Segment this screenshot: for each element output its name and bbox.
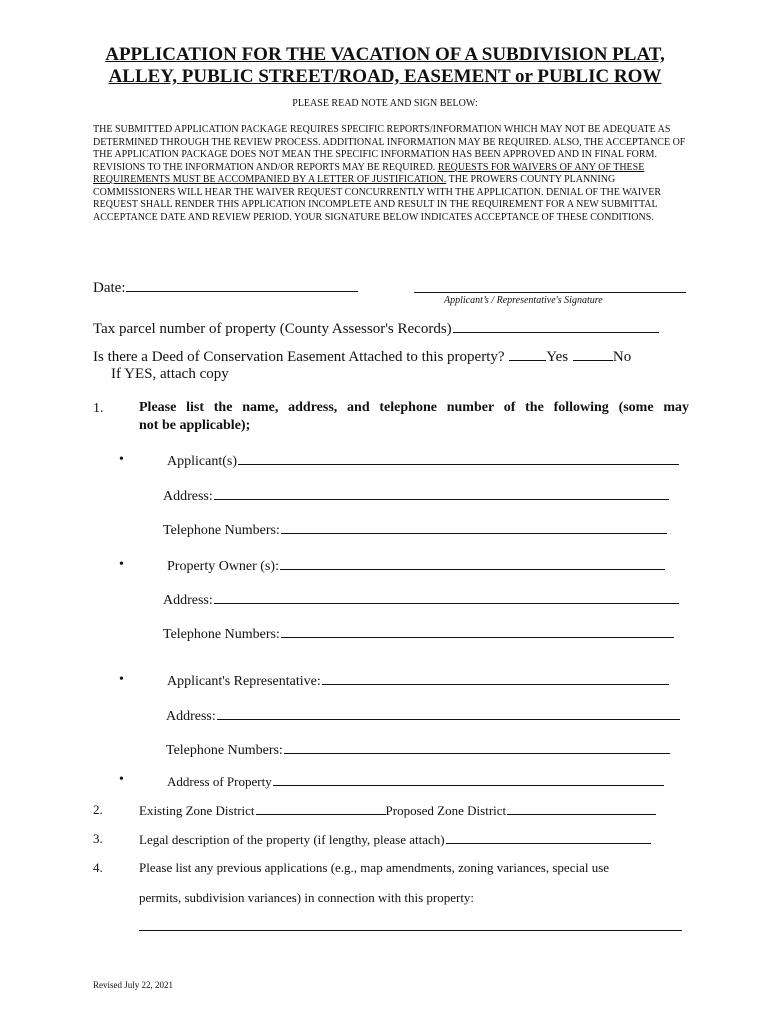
applicant-label: Applicant(s) [167,454,237,469]
owner-phone-row [163,625,674,643]
applicant-address-row [163,487,669,505]
applicant-phone-row [163,521,667,539]
date-row [93,279,358,297]
if-yes-note: If YES, attach copy [111,366,229,382]
tax-parcel-row [93,320,659,338]
owner-phone-field[interactable] [281,625,674,638]
telephone-label: Telephone Numbers: [163,523,280,538]
owner-address-field[interactable] [214,591,679,604]
deed-no-field[interactable] [573,348,613,361]
signature-field[interactable] [414,278,686,293]
address-label: Address: [166,709,216,724]
proposed-zone-field[interactable] [507,802,656,815]
applicant-phone-field[interactable] [281,521,667,534]
legal-description-row [139,831,651,848]
notice-text-1: THE SUBMITTED APPLICATION PACKAGE REQUIRES SPECIFIC REPORTS/INFORMATION WHICH MAY NOT BE ADEQUATE AS DETERMINED THROUGH THE REVIEW PROCESS. ADDITIONAL INFORMATION MAY BE REQUIRED. ALSO, THE ACCEPTANCE OF THE APPLICATION PACKAGE DOES NOT MEAN THE SPECIFIC INFORMATION HAS BEEN APPROVED AND IN FINAL FORM. REVISIONS TO THE INFORMATION AND/OR REPORTS MAY BE REQUIRED. [93,124,686,173]
bullet-icon: • [119,672,124,687]
applicant-row [167,452,679,470]
owner-address-row [163,591,679,609]
representative-address-field[interactable] [217,707,680,720]
zone-district-row [139,802,656,819]
representative-address-row [166,707,680,725]
notice-paragraph [93,124,693,224]
representative-phone-row [166,741,670,759]
item-1-line-2: not be applicable); [139,418,251,433]
bullet-icon: • [119,557,124,572]
item-2-number: 2. [93,802,103,817]
bullet-icon: • [119,772,124,787]
signature-caption: Applicant’s / Representative's Signature [444,295,603,306]
tax-parcel-label: Tax parcel number of property (County Assessor's Records) [93,321,452,337]
item-4-number: 4. [93,860,103,875]
bullet-icon: • [119,452,124,467]
date-label: Date: [93,280,126,296]
address-label: Address: [163,593,213,608]
item-4-line-1: Please list any previous applications (e.g., map amendments, zoning variances, special use [139,860,610,875]
owner-row [167,557,665,575]
property-address-label: Address of Property [167,774,272,789]
item-3-number: 3. [93,831,103,846]
existing-zone-label: Existing Zone District [139,803,255,818]
deed-yes-field[interactable] [509,348,546,361]
representative-field[interactable] [322,672,669,685]
deed-question: Is there a Deed of Conservation Easement Attached to this property? [93,349,505,365]
tax-parcel-field[interactable] [453,320,659,333]
form-title-line-2: ALLEY, PUBLIC STREET/ROAD, EASEMENT or PUBLIC ROW [108,66,662,87]
item-4-line-2: permits, subdivision variances) in connection with this property: [139,890,475,905]
yes-label: Yes [546,349,569,365]
form-title-line-1: APPLICATION FOR THE VACATION OF A SUBDIVISION PLAT, [105,44,665,65]
revision-date: Revised July 22, 2021 [93,980,173,990]
notice-text-2: THE PROWERS COUNTY PLANNING COMMISSIONERS WILL HEAR THE WAIVER REQUEST CONCURRENTLY WITH THE APPLICATION. DENIAL OF THE WAIVER REQUEST SHALL RENDER THIS APPLICATION INCOMPLETE AND RESULT IN THE REQUIREMENT FOR A NEW SUBMITTAL ACCEPTANCE DATE AND REVIEW PERIOD. YOUR SIGNATURE BELOW INDICATES ACCEPTANCE OF THESE CONDITIONS. [93,174,662,223]
notice-waiver-text: REQUESTS FOR WAIVERS OF ANY OF THESE REQUIREMENTS MUST BE ACCOMPANIED BY A LETTER OF JUSTIFICATION. [93,161,645,185]
representative-label: Applicant's Representative: [167,674,321,689]
applicant-address-field[interactable] [214,487,669,500]
deed-question-row [93,348,631,366]
previous-applications-field[interactable] [139,918,682,931]
property-address-row [167,773,664,790]
date-field[interactable] [126,279,358,292]
representative-row [167,672,669,690]
item-1-line-1: Please list the name, address, and telephone number of the following (some may [139,400,689,415]
owner-field[interactable] [280,557,665,570]
proposed-zone-label: Proposed Zone District [385,803,507,818]
address-label: Address: [163,489,213,504]
property-address-field[interactable] [273,773,664,786]
legal-description-field[interactable] [446,831,651,844]
no-label: No [612,349,632,365]
telephone-label: Telephone Numbers: [166,743,283,758]
owner-label: Property Owner (s): [167,559,279,574]
applicant-field[interactable] [238,452,679,465]
item-1-number: 1. [93,401,104,416]
telephone-label: Telephone Numbers: [163,627,280,642]
legal-description-label: Legal description of the property (if lengthy, please attach) [139,832,445,847]
note-heading: PLEASE READ NOTE AND SIGN BELOW: [292,98,478,109]
representative-phone-field[interactable] [284,741,670,754]
existing-zone-field[interactable] [256,802,386,815]
